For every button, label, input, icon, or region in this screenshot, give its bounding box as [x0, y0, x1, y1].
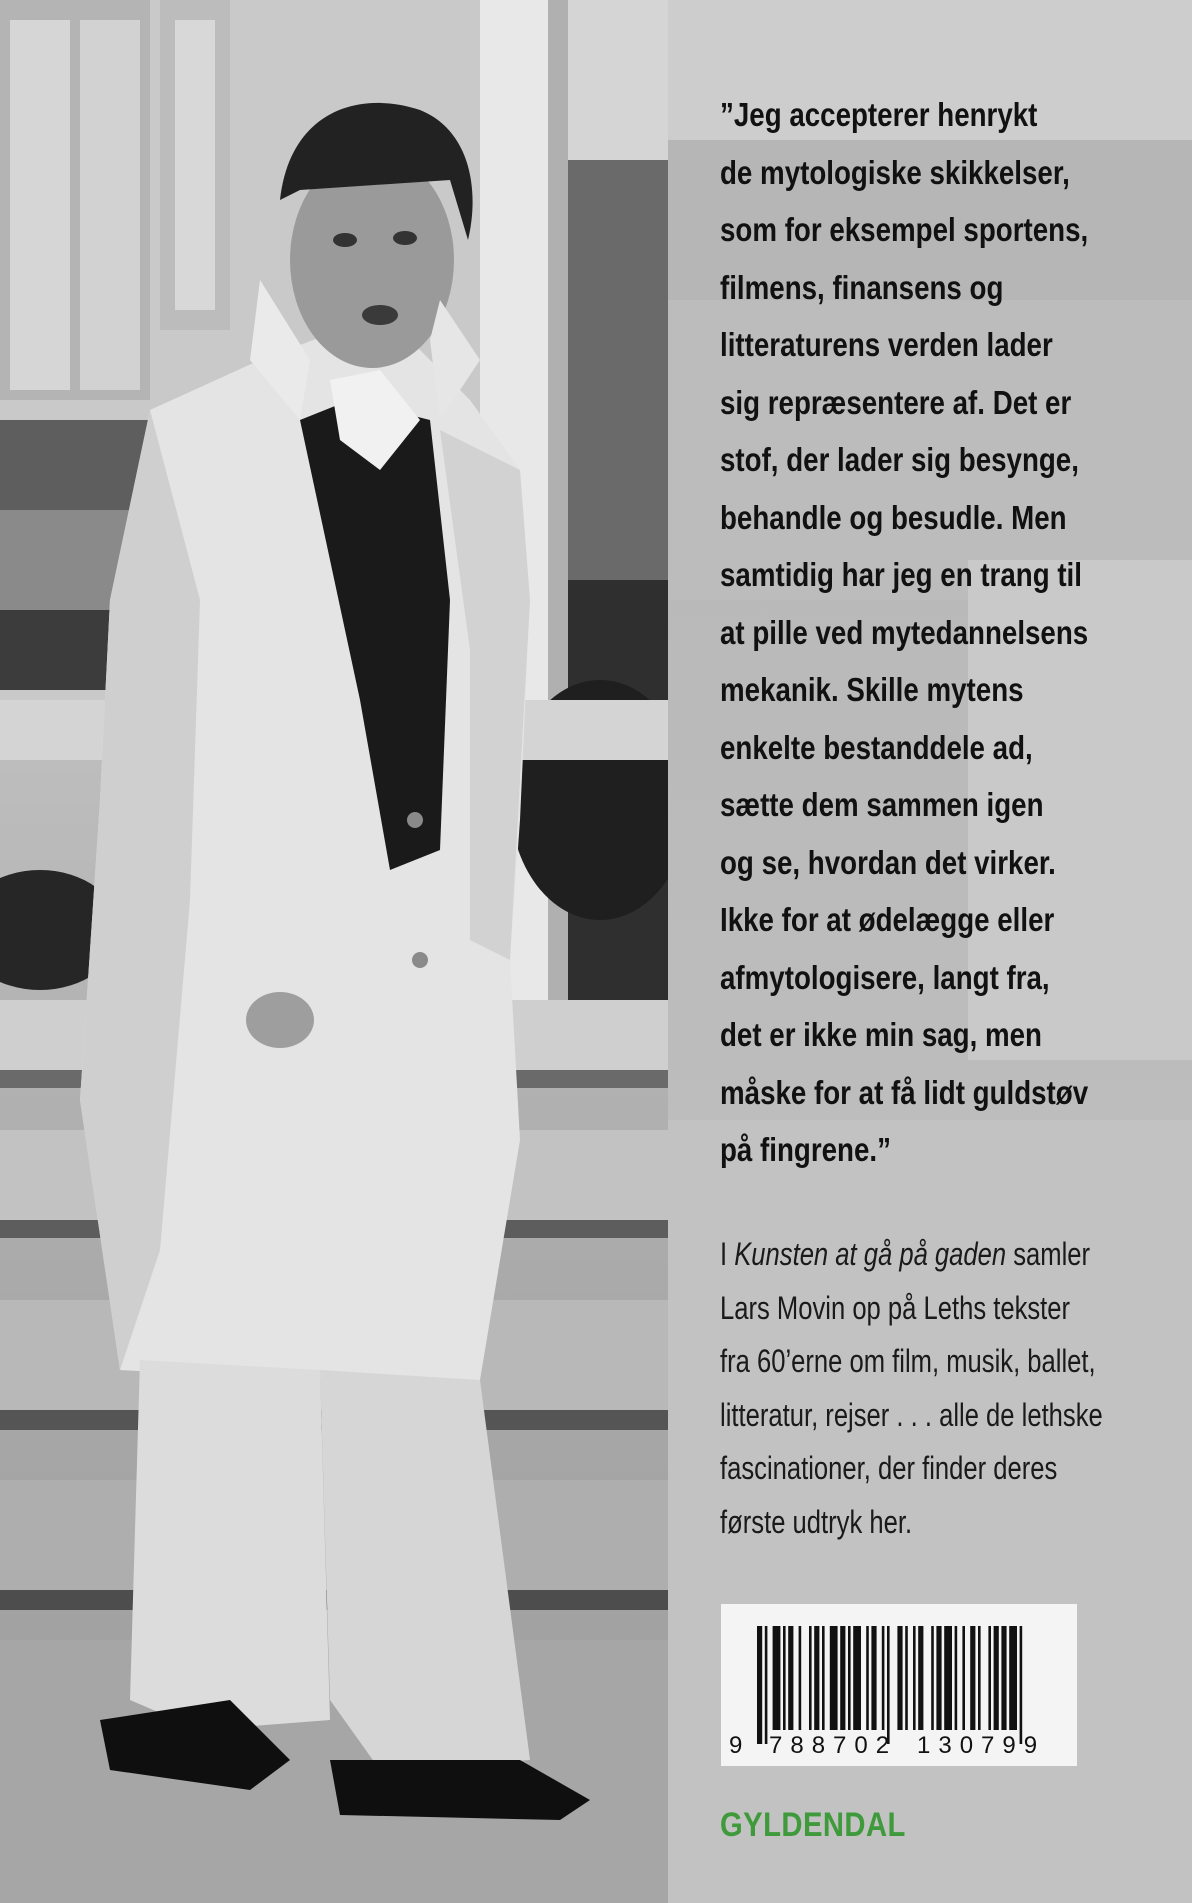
barcode-bar: [931, 1626, 934, 1730]
isbn-barcode: [721, 1604, 1077, 1766]
description-line: Lars Movin op på Leths tekster: [720, 1289, 1071, 1326]
barcode-bar: [897, 1626, 902, 1730]
quote-line: ”Jeg accepterer henrykt: [720, 96, 1038, 133]
barcode-bar: [1020, 1626, 1023, 1744]
quote-line: Ikke for at ødelægge eller: [720, 901, 1055, 938]
quote-line: enkelte bestanddele ad,: [720, 728, 1033, 766]
barcode-bar: [765, 1626, 768, 1744]
barcode-bar: [944, 1626, 952, 1730]
quote-line: filmens, finansens og: [720, 268, 1004, 306]
barcode-bar: [955, 1626, 958, 1730]
barcode-bar: [866, 1626, 869, 1730]
barcode-bar: [1009, 1626, 1017, 1730]
barcode-left-digits: 788702: [769, 1732, 898, 1759]
quote-line: stof, der lader sig besynge,: [720, 441, 1079, 478]
quote-line: litteraturens verden lader: [720, 326, 1053, 363]
barcode-first-digit: 9: [729, 1732, 743, 1759]
barcode-bar: [757, 1626, 762, 1744]
quote-line: behandle og besudle. Men: [720, 498, 1067, 536]
barcode-bar: [814, 1626, 819, 1730]
barcode-bar: [918, 1626, 923, 1730]
description-line: [720, 1228, 1091, 1282]
barcode-bar: [809, 1626, 812, 1730]
barcode-bar: [887, 1626, 890, 1744]
barcode-bar: [994, 1626, 999, 1730]
quote-line: sig repræsentere af. Det er: [720, 383, 1072, 421]
barcode-bar: [978, 1626, 981, 1730]
barcode-right-digits: 130799: [917, 1732, 1046, 1759]
barcode-bar: [788, 1626, 793, 1730]
barcode-digits: [721, 1732, 1077, 1762]
barcode-bar: [848, 1626, 851, 1730]
barcode-bar: [1001, 1626, 1006, 1730]
publisher-logo: GYLDENDAL: [720, 1806, 906, 1844]
book-description: [720, 1228, 1103, 1549]
barcode-bar: [913, 1626, 916, 1730]
barcode-bar: [830, 1626, 838, 1730]
barcode-bar: [882, 1626, 885, 1730]
barcode-bar: [783, 1626, 786, 1730]
barcode-bar: [853, 1626, 861, 1730]
quote-line: at pille ved mytedannelsens: [720, 613, 1089, 651]
quote-line: på fingrene.”: [720, 1131, 891, 1168]
quote-line: som for eksempel sportens,: [720, 211, 1089, 248]
barcode-bar: [988, 1626, 991, 1730]
text-panel: [668, 0, 1192, 1903]
description-line: fra 60’erne om film, musik, ballet,: [720, 1343, 1096, 1379]
barcode-bar: [773, 1626, 781, 1730]
quote-line: samtidig har jeg en trang til: [720, 556, 1082, 593]
barcode-bar: [970, 1626, 975, 1730]
barcode-bar: [905, 1626, 908, 1730]
book-title: Kunsten at gå på gaden: [734, 1236, 1007, 1272]
quote-line: de mytologiske skikkelser,: [720, 153, 1070, 191]
barcode-bar: [871, 1626, 876, 1730]
description-suffix: samler: [1006, 1236, 1091, 1272]
quote-line: og se, hvordan det virker.: [720, 843, 1056, 881]
barcode-bar: [799, 1626, 802, 1730]
author-quote: [720, 86, 1106, 1179]
barcode-bar: [822, 1626, 825, 1730]
description-line: litteratur, rejser . . . alle de lethske: [720, 1396, 1103, 1433]
description-line: fascinationer, der finder deres: [720, 1450, 1058, 1486]
barcode-bar: [840, 1626, 845, 1730]
quote-line: sætte dem sammen igen: [720, 786, 1044, 823]
description-prefix: I: [720, 1236, 735, 1272]
quote-line: mekanik. Skille mytens: [720, 671, 1024, 708]
barcode-bar: [936, 1626, 941, 1730]
quote-line: det er ikke min sag, men: [720, 1016, 1042, 1053]
barcode-bar: [962, 1626, 965, 1730]
description-line: første udtryk her.: [720, 1503, 913, 1540]
quote-line: afmytologisere, langt fra,: [720, 958, 1050, 996]
quote-line: måske for at få lidt guldstøv: [720, 1073, 1089, 1111]
